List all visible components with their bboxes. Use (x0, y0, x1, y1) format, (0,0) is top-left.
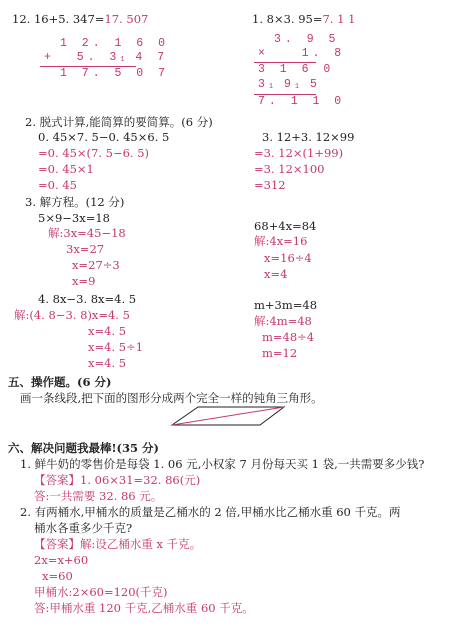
equation-line: 解:(4. 8−3. 8)x=4. 5 (14, 308, 130, 322)
problem2-answer: 甲桶水:2×60=120(千克) (34, 585, 168, 599)
equation-line: 68+4x=84 (254, 219, 317, 233)
mul-row4 (258, 78, 321, 94)
vertical-result: 1 7. 5 0 7 (60, 67, 170, 80)
equation-line: 解:4x=16 (254, 234, 308, 248)
equation-line: x=4. 5 (88, 356, 127, 370)
problem2-text: 2. 有两桶水,甲桶水的质量是乙桶水的 2 倍,甲桶水比乙桶水重 60 千克。两 (20, 505, 401, 519)
calc-left-line: =0. 45 (38, 178, 77, 192)
vertical-row2-part1: + 5. 3 (44, 51, 121, 64)
problem1-answer: 【答案】1. 06×31=32. 86(元) (34, 473, 201, 487)
answer-text: 17. 507 (104, 12, 149, 26)
problem2-answer: 2x=x+60 (34, 553, 89, 567)
equation-line: x=4. 5÷1 (88, 340, 144, 354)
question-text: 1. 8×3. 95= (252, 12, 323, 26)
equation-line: x=16÷4 (264, 251, 312, 265)
answer-text: 7. 1 1 (322, 12, 356, 26)
mul-row2: × 1. 8 (258, 47, 346, 60)
calc-left-line: =0. 45×1 (38, 162, 94, 176)
calc-right-line: =312 (254, 178, 286, 192)
equation-line: m=12 (262, 346, 298, 360)
equation-line: m=48÷4 (262, 330, 315, 344)
question-addition (12, 12, 148, 26)
section5-instruction: 画一条线段,把下面的图形分成两个完全一样的钝角三角形。 (20, 391, 323, 405)
diagonal-line (172, 407, 284, 425)
parallelogram-figure (170, 405, 286, 427)
vertical-row2 (44, 51, 168, 67)
section2-title: 2. 脱式计算,能简算的要简算。(6 分) (25, 115, 213, 129)
section5-title: 五、操作题。(6 分) (8, 375, 112, 389)
mul-row4-d3: 5 (310, 78, 321, 91)
calc-right-line: 3. 12+3. 12×99 (262, 130, 355, 144)
carry-mark: 1 (268, 83, 274, 91)
equation-line: x=27÷3 (72, 258, 120, 272)
problem1-answer: 答:一共需要 32. 86 元。 (34, 489, 163, 503)
mul-row1: 3. 9 5 (274, 33, 340, 46)
section6-title: 六、解决问题我最棒!(35 分) (8, 441, 159, 455)
calc-left-line: =0. 45×(7. 5−6. 5) (38, 146, 150, 160)
mul-result: 7. 1 1 0 (258, 95, 346, 108)
equation-line: x=4 (264, 267, 288, 281)
vertical-row2-part2: 4 7 (135, 51, 169, 64)
carry-mark: 1 (120, 56, 125, 64)
question-text: 12. 16+5. 347= (12, 12, 105, 26)
mul-row4-d2: 9 (284, 78, 295, 91)
problem1-text: 1. 鲜牛奶的零售价是每袋 1. 06 元,小权家 7 月份每天买 1 袋,一共需要多少钱? (20, 457, 425, 471)
equation-line: 3x=27 (66, 242, 105, 256)
equation-line: x=4. 5 (88, 324, 127, 338)
problem2-answer: 答:甲桶水重 120 千克,乙桶水重 60 千克。 (34, 601, 254, 615)
problem2-answer: x=60 (42, 569, 73, 583)
mul-row4-d1: 3 (258, 78, 269, 91)
section3-title: 3. 解方程。(12 分) (25, 195, 125, 209)
mul-row3: 3 1 6 0 (258, 63, 335, 76)
equation-line: m+3m=48 (254, 298, 318, 312)
calc-right-line: =3. 12×100 (254, 162, 325, 176)
equation-line: 解:4m=48 (254, 314, 312, 328)
equation-line: x=9 (72, 274, 96, 288)
carry-mark: 1 (294, 83, 300, 91)
question-multiply (252, 12, 355, 26)
equation-line: 解:3x=45−18 (48, 226, 126, 240)
problem2-answer: 【答案】解:设乙桶水重 x 千克。 (34, 537, 202, 551)
problem2-text: 桶水各重多少千克? (34, 521, 133, 535)
calc-left-line: 0. 45×7. 5−0. 45×6. 5 (38, 130, 170, 144)
vertical-row1: 1 2. 1 6 0 (60, 37, 170, 50)
equation-line: 5×9−3x=18 (38, 211, 110, 225)
calc-right-line: =3. 12×(1+99) (254, 146, 344, 160)
equation-line: 4. 8x−3. 8x=4. 5 (38, 292, 137, 306)
